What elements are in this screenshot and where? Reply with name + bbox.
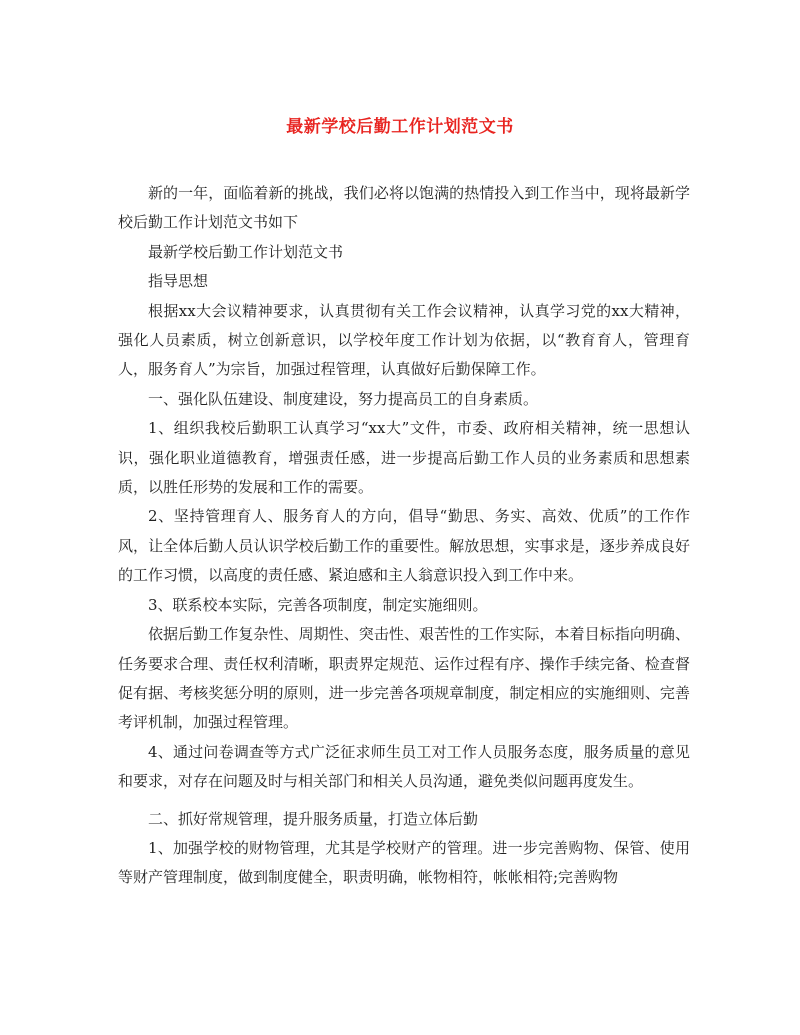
paragraph-item-3-detail: 依据后勤工作复杂性、周期性、突击性、艰苦性的工作实际，本着目标指向明确、任务要求合理、责任权利清晰，职责界定规范、运作过程有序、操作手续完备、检查督促有据、考核奖惩分明的原则，进一步完善各项规章制度，制定相应的实施细则、完善考评机制，加强过程管理。 — [118, 625, 690, 732]
paragraph-section-two-heading: 二、抓好常规管理，提升服务质量，打造立体后勤 — [148, 809, 479, 828]
paragraph-item-4: 4、通过问卷调查等方式广泛征求师生员工对工作人员服务态度，服务质量的意见和要求，对存在问题及时与相关部门和相关人员沟通，避免类似问题再度发生。 — [118, 742, 690, 791]
paragraph-subtitle: 最新学校后勤工作计划范文书 — [148, 242, 344, 261]
paragraph-section-one-heading: 一、强化队伍建设、制度建设，努力提高员工的自身素质。 — [148, 389, 539, 408]
paragraph-intro: 新的一年，面临着新的挑战，我们必将以饱满的热情投入到工作当中，现将最新学校后勤工作计划范文书如下 — [118, 184, 690, 232]
document-body — [118, 179, 690, 893]
paragraph-item-3: 3、联系校本实际，完善各项制度，制定实施细则。 — [148, 595, 488, 614]
paragraph-section-two-item-1: 1、加强学校的财物管理，尤其是学校财产的管理。进一步完善购物、保管、使用等财产管理制度，做到制度健全，职责明确，帐物相符，帐帐相符;完善购物 — [118, 838, 690, 887]
paragraph-guiding-thought: 根据xx大会议精神要求，认真贯彻有关工作会议精神，认真学习党的xx大精神，强化人员素质，树立创新意识，以学校年度工作计划为依据，以“教育育人，管理育人，服务育人”为宗旨，加强过程管理，认真做好后勤保障工作。 — [118, 301, 690, 379]
paragraph-item-2: 2、坚持管理育人、服务育人的方向，倡导“勤思、务实、高效、优质”的工作作风，让全体后勤人员认识学校后勤工作的重要性。解放思想，实事求是，逐步养成良好的工作习惯，以高度的责任感、紧迫感和主人翁意识投入到工作中来。 — [118, 507, 690, 585]
document-title: 最新学校后勤工作计划范文书 — [286, 117, 514, 137]
paragraph-item-1: 1、组织我校后勤职工认真学习“xx大”文件，市委、政府相关精神，统一思想认识，强化职业道德教育，增强责任感，进一步提高后勤工作人员的业务素质和思想素质，以胜任形势的发展和工作的需要。 — [118, 419, 690, 497]
paragraph-heading-guiding-thought: 指导思想 — [148, 272, 209, 291]
